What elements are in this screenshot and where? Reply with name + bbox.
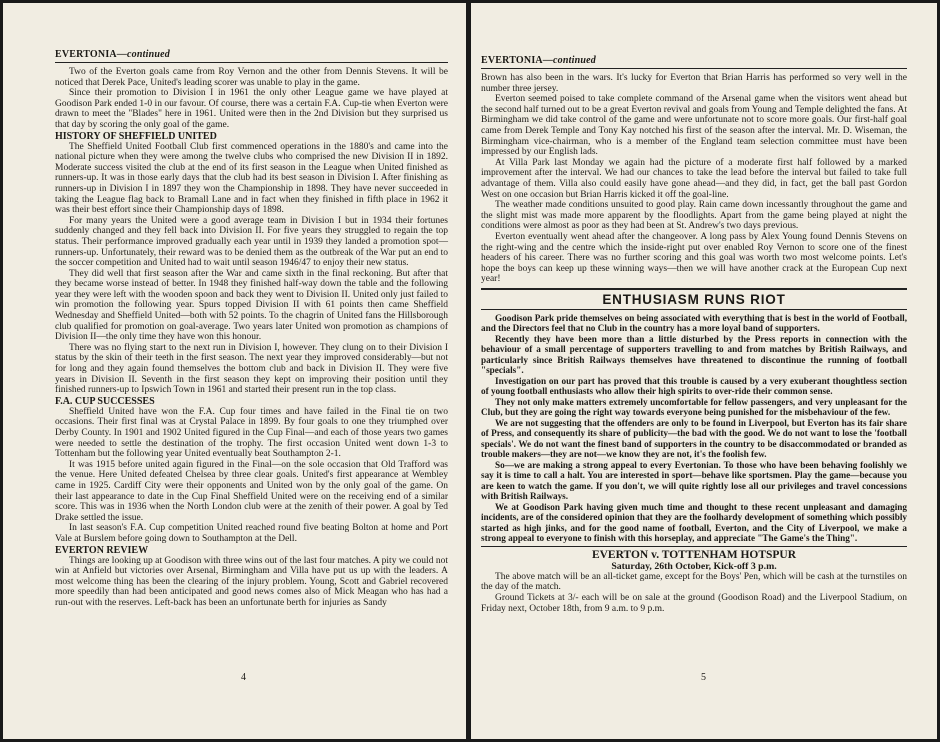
paragraph: They not only make matters extremely uncomfortable for fellow passengers, and very unpleasant for the Club, but they are going the right way towards everyone being punished for the misbehaviour of the few.	[481, 396, 907, 418]
headline-enthusiasm: ENTHUSIASM RUNS RIOT	[481, 288, 907, 310]
paragraph: Since their promotion to Division I in 1961 the only other League game we have played at Goodison Park ended 1-0 in our favour. Of course, there was a certain F.A. Cup-tie when Everton were drawn to meet the "Blades" here in 1961. United were then in the 2nd Division but they surprised us that day by scoring the only goal of the game.	[55, 88, 448, 130]
paragraph: In last season's F.A. Cup competition United reached round five beating Bolton at home and Port Vale at Burslem before going down to Southampton at the Dell.	[55, 523, 448, 544]
match-announcement	[481, 546, 907, 614]
running-head-continued: —continued	[542, 55, 596, 66]
paragraph: It was 1915 before united again figured in the Final—on the sole occasion that Old Trafford was the venue. Here United defeated Chelsea by three clear goals. United's first appearance at Wembley came in 1925. Cardiff City were their opponents and United won by the only goal of the game. On their last appearance to date in the Cup Final Sheffield United were on the receiving end of a similar score. This was in 1936 when the North London club were at the zenith of their power. A goal by Ted Drake settled the issue.	[55, 459, 448, 523]
programme-spread	[3, 3, 937, 739]
match-subtitle: Saturday, 26th October, Kick-off 3 p.m.	[611, 560, 777, 572]
paragraph: Brown has also been in the wars. It's lucky for Everton that Brian Harris has performed so very well in the number three jersey.	[481, 73, 907, 94]
running-head	[55, 49, 448, 63]
paragraph: The above match will be an all-ticket game, except for the Boys' Pen, which will be cash at the turnstiles on the day of the match.	[481, 571, 907, 593]
paragraph: The Sheffield United Football Club first commenced operations in the 1880's and came into the national picture when they were among the twelve clubs who comprised the new Division II in 1892. Moderate success visited the club at the end of its first season in the League when United finished as runners-up. It was in those early days that the club had its best season in Division I. After finishing as runners-up in Division I in 1897 they won the Championship in 1898. They have never succeeded in taking the League flag back to Bramall Lane and in fact when they finished in fifth place in 1962 it was their best effort since their Championship days of 1898.	[55, 141, 448, 216]
section-heading-review: EVERTON REVIEW	[55, 544, 149, 556]
paragraph: At Villa Park last Monday we again had the picture of a moderate first half followed by a marked improvement after the interval. We had our chances to take the lead before the interval but failed to take full advantage of them. Villa also could easily have gone ahead—and they did, in fact, get the ball past Gordon West on one occasion but Brian Harris kicked it off the goal-line.	[481, 157, 907, 200]
paragraph: For many years the United were a good average team in Division I but in 1934 their fortunes suddenly changed and they fell back into Division II. For five years they struggled to regain the top status. Their performance improved gradually each year until in 1939 they landed a promotion spot—runners-up. Unfortunately, their reward was to be denied them as the outbreak of the War put an end to the soccer competition and United had to wait until season 1946/47 to enjoy their new status.	[55, 215, 448, 269]
paragraph: Everton eventually went ahead after the changeover. A long pass by Alex Young found Dennis Stevens on the right-wing and the centre which the inside-right put over enabled Roy Vernon to score one of the finest headers of his career. There was no further scoring and this goal was worth two most welcome points. Let's hope the boys can keep up these winning ways—then we will have another crack at the European Cup next year!	[481, 231, 907, 285]
paragraph: We at Goodison Park having given much time and thought to these recent unpleasant and damaging incidents, are of the considered opinion that they are the foolhardy development of something which possibly started as high jinks, and for the good name of football, Everton, and the City of Liverpool, we make a strong appeal to everyone to finish with this horseplay, and appreciate "The Game's the Thing".	[481, 501, 907, 544]
section-heading-cup: F.A. CUP SUCCESSES	[55, 395, 155, 407]
section-heading-history: HISTORY OF SHEFFIELD UNITED	[55, 130, 217, 142]
match-title: EVERTON v. TOTTENHAM HOTSPUR	[591, 548, 797, 561]
page-number: 4	[241, 672, 246, 683]
paragraph: The weather made conditions unsuited to good play. Rain came down incessantly throughout the game and the slight mist was made more apparent by the floodlights. Apart from the game being played at night the conditions were almost as poor as they had been at St. Andrew's two days previous.	[481, 200, 907, 232]
paragraph: There was no flying start to the next run in Division I, however. They clung on to their Division I status by the skin of their teeth in the first season. The next year they improved considerably—but not for long and they again found themselves the bottom club and back in Division II. They were five years in Division II. Seventh in the first season they kept on improving their position until they finished runners-up to Ipswich Town in 1961 and started their present run in the top class.	[55, 342, 448, 396]
paragraph: So—we are making a strong appeal to every Evertonian. To those who have been behaving foolishly we say it is time to call a halt. You are interested in sport—behave like sportsmen. Play the game—because you are keen to watch the game. If you don't, we will quite rightly lose all our privileges and travel concessions with British Railways.	[481, 459, 907, 502]
page-left	[3, 3, 466, 739]
paragraph: Ground Tickets at 3/- each will be on sale at the ground (Goodison Road) and the Liverpool Stadium, on Friday next, October 18th, from 9 a.m. to 9 p.m.	[481, 593, 907, 614]
paragraph: Sheffield United have won the F.A. Cup four times and have failed in the Final tie on two occasions. Their first final was at Crystal Palace in 1899. By four goals to one they triumphed over Derby County. In 1901 and 1902 United figured in the Cup Final—and each of those years two games were needed to settle the destination of the trophy. The first occasion United went down 1-3 to Tottenham but the following year United eventually beat Southampton 2-1.	[55, 406, 448, 460]
paragraph: Two of the Everton goals came from Roy Vernon and the other from Dennis Stevens. It will be noticed that Derek Pace, United's leading scorer was unable to play in the game.	[55, 67, 448, 88]
paragraph: Goodison Park pride themselves on being associated with everything that is best in the world of Football, and the Directors feel that no Club in the country has a more loyal band of supporters.	[481, 312, 907, 334]
paragraph: They did well that first season after the War and came sixth in the final reckoning. But after that they became worse instead of better. In 1948 they finished half-way down the table and the following year they were left with the wooden spoon and back they went to Division II. United only just failed to win promotion the following year. Spurs topped Division II with 61 points then came Sheffield Wednesday and Sheffield United—both with 52 points. To the chagrin of United fans the Hillsborough club qualified for promotion on goal-average. Two years later United won promotion as champions of Division II—the only time they have won this honour.	[55, 268, 448, 343]
paragraph: Things are looking up at Goodison with three wins out of the last four matches. A pity we could not win at Anfield but victories over Arsenal, Birmingham and Villa have put us up with the leaders. A most welcome thing has been the clearing of the injury problem. Young, Scott and Gabriel recovered more speedily than had been anticipated and good news comes also of Mick Meagan who has had a run-out with the reserves. Left-back has been an unfortunate berth for injuries as Sandy	[55, 555, 448, 608]
running-head	[481, 55, 907, 69]
running-head-title: EVERTONIA	[55, 49, 117, 60]
bold-notice	[481, 313, 907, 544]
paragraph: We are not suggesting that the offenders are only to be found in Liverpool, but Everton has its fair share of Press, and consequently its share of publicity—the bad with the good. We do not want to lose the 'football specials'. We do not want the finest band of supporters in the country to be disaccommodated or branded as trouble makers—they are not—we know they are not, it's the foolish few.	[481, 417, 907, 460]
paragraph: Recently they have been more than a little disturbed by the Press reports in connection with the behaviour of a small percentage of supporters travelling to and from matches by British Railways, and particularly since British Railways themselves have threatened to discontinue the running of football "specials".	[481, 333, 907, 376]
running-head-continued: —continued	[116, 49, 170, 60]
paragraph: Everton seemed poised to take complete command of the Arsenal game when the visitors went ahead but the second half turned out to be a great Everton revival and goals from Young and Temple delighted the fans. At Birmingham we did take control of the game and were unfortunate not to score more goals. Our first-half goal came from Derek Temple and Tony Kay notched his first of the season after the interval. Mr. D. Wiseman, the Birmingham vice-chairman, who is a member of the England team selection committee must have been impressed by our English lads.	[481, 94, 907, 158]
page-number: 5	[701, 672, 706, 683]
running-head-title: EVERTONIA	[481, 55, 543, 66]
page-right	[471, 3, 937, 739]
paragraph: Investigation on our part has proved that this trouble is caused by a very exuberant thoughtless section of young football enthusiasts who allow their high spirits to over-ride their common sense.	[481, 375, 907, 397]
